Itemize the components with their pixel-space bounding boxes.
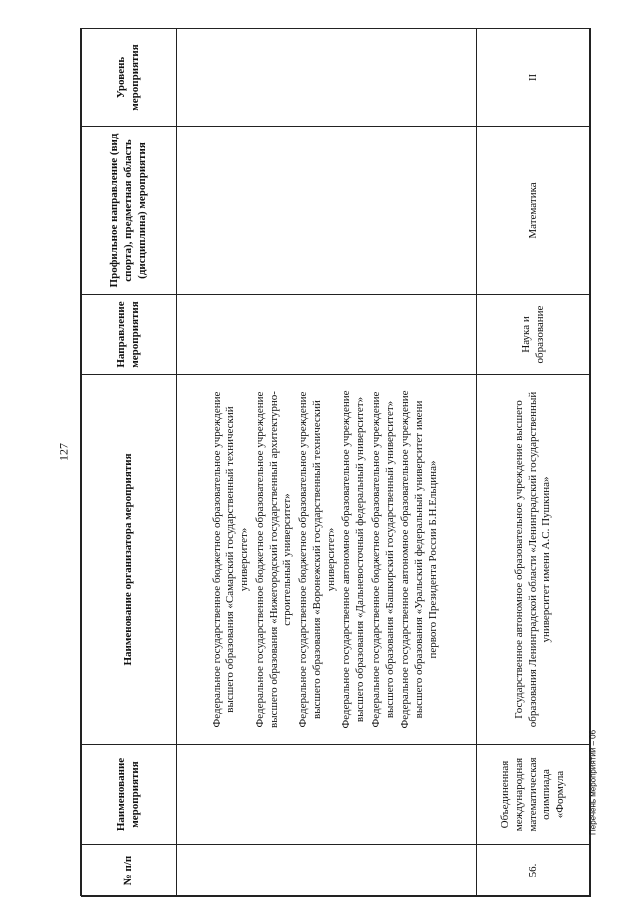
- cell-level-prev: [177, 29, 477, 127]
- header-profile: Профильное направление (вид спорта), предметная область (дисциплина) мероприятия: [82, 127, 177, 295]
- cell-organizer: Государственное автономное образовательное учреждение высшего образования Ленинградской области «Ленинградский государственный университет имени А.С. Пушкина»: [477, 375, 591, 745]
- header-level: Уровень мероприятия: [82, 29, 177, 127]
- table-row: [177, 29, 477, 897]
- organizer-text: Федеральное государственное автономное образовательное учреждение высшего образования «Уральский федеральный университет имени первого Президента России Б.Н.Ельцина»: [399, 390, 439, 729]
- cell-profile: Математика: [477, 127, 591, 295]
- footer-note: Перечень мероприятий – 06: [588, 729, 598, 835]
- header-organizer: Наименование организатора мероприятия: [82, 375, 177, 745]
- organizer-text: Федеральное государственное бюджетное образовательное учреждение высшего образования «Нижегородский государственный архитектурно-строительный университет»: [253, 391, 294, 728]
- organizer-text: Федеральное государственное бюджетное образовательное учреждение высшего образования «Башкирский государственный университет»: [369, 391, 396, 728]
- events-table: [81, 28, 591, 897]
- cell-direction-prev: [177, 295, 477, 375]
- cell-level: II: [477, 29, 591, 127]
- table-row: [477, 29, 591, 897]
- organizer-text: Федеральное государственное автономное образовательное учреждение высшего образования «Дальневосточный федеральный университет»: [340, 390, 366, 729]
- cell-profile-prev: [177, 127, 477, 295]
- organizer-text: Федеральное государственное бюджетное образовательное учреждение высшего образования «Самарский государственный технический университет»: [210, 391, 250, 728]
- header-event-name: Наименование мероприятия: [82, 745, 177, 845]
- table-header-row: [82, 29, 177, 897]
- cell-num-prev: [177, 845, 477, 897]
- organizer-text: Федеральное государственное бюджетное образовательное учреждение высшего образования «Воронежский государственный технический университет»: [297, 391, 337, 728]
- header-num: № п/п: [82, 845, 177, 897]
- cell-event-name: Объединенная международная математическая олимпиада «Формула: [477, 745, 591, 845]
- page-number: 127: [56, 443, 71, 461]
- cell-organizers-prev: [177, 375, 477, 745]
- cell-name-prev: [177, 745, 477, 845]
- cell-direction: Наука и образование: [477, 295, 591, 375]
- rotated-table-container: [81, 29, 591, 897]
- header-direction: Направление мероприятия: [82, 295, 177, 375]
- cell-num: 56.: [477, 845, 591, 897]
- table-frame: [80, 28, 590, 896]
